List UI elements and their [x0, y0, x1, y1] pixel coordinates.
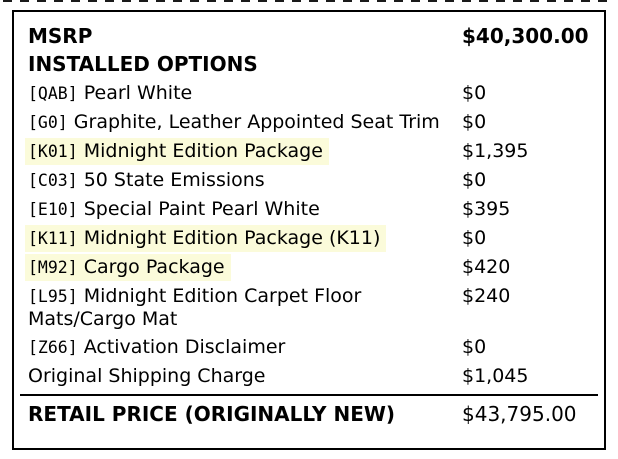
option-row	[28, 82, 598, 105]
option-row	[28, 169, 598, 192]
option-price: $420	[462, 256, 511, 278]
option-row	[28, 111, 598, 134]
option-code: [K11]	[28, 229, 78, 248]
option-row	[28, 198, 598, 221]
option-code: [QAB]	[28, 84, 78, 103]
option-code: [Z66]	[28, 338, 78, 357]
msrp-label: MSRP	[28, 24, 93, 48]
option-name: 50 State Emissions	[83, 169, 265, 191]
option-name: Midnight Edition Package	[83, 140, 323, 162]
shipping-row	[28, 365, 598, 387]
option-line	[28, 111, 440, 133]
option-price: $0	[462, 227, 487, 249]
option-line	[28, 198, 320, 220]
option-line	[25, 225, 386, 252]
installed-options-header: INSTALLED OPTIONS	[28, 52, 258, 76]
option-price: $0	[462, 111, 487, 133]
msrp-row	[28, 25, 598, 47]
option-line	[28, 169, 265, 191]
retail-price-label: RETAIL PRICE (ORIGINALLY NEW)	[28, 402, 396, 426]
option-code: [L95]	[28, 287, 78, 306]
option-name: Activation Disclaimer	[83, 336, 286, 358]
option-line	[25, 138, 329, 165]
option-line	[28, 285, 361, 330]
option-name: Graphite, Leather Appointed Seat Trim	[73, 111, 440, 133]
shipping-value: $1,045	[462, 365, 529, 387]
option-price: $0	[462, 82, 487, 104]
option-code: [E10]	[28, 200, 78, 219]
total-separator-line	[20, 394, 598, 396]
option-price: $240	[462, 285, 511, 307]
option-code: [M92]	[28, 258, 78, 277]
option-line	[28, 336, 285, 358]
option-name: Midnight Edition Package (K11)	[83, 227, 381, 249]
retail-price-row	[28, 403, 598, 425]
shipping-label: Original Shipping Charge	[28, 365, 266, 387]
option-price: $395	[462, 198, 511, 220]
option-name: Special Paint Pearl White	[83, 198, 320, 220]
retail-price-value: $43,795.00	[462, 402, 577, 426]
option-name: Pearl White	[83, 82, 193, 104]
pricing-sticker-box	[12, 10, 606, 450]
option-row	[28, 140, 598, 163]
option-code: [K01]	[28, 142, 78, 161]
option-price: $0	[462, 169, 487, 191]
option-row	[28, 285, 598, 330]
msrp-value: $40,300.00	[462, 24, 589, 48]
option-row	[28, 227, 598, 250]
option-price: $1,395	[462, 140, 529, 162]
cropped-content-artifact	[3, 0, 615, 2]
option-price: $0	[462, 336, 487, 358]
option-code: [G0]	[28, 113, 68, 132]
options-list	[28, 82, 598, 359]
option-name: Cargo Package	[83, 256, 225, 278]
option-line	[28, 82, 192, 104]
option-code: [C03]	[28, 171, 78, 190]
option-row	[28, 336, 598, 359]
option-row	[28, 256, 598, 279]
option-line	[25, 254, 231, 281]
option-name: Midnight Edition Carpet Floor Mats/Cargo Mat	[28, 285, 362, 330]
